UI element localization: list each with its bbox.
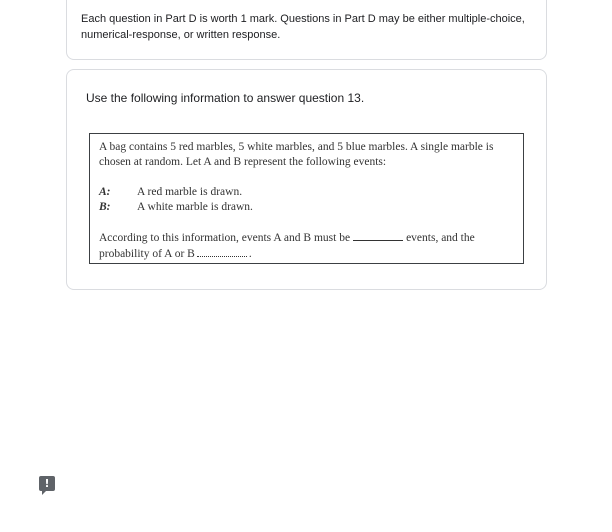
event-row-b — [99, 200, 253, 214]
event-label-b: B: — [99, 201, 111, 213]
question-text-part2: events, and the probability of A or B — [99, 232, 475, 260]
question-text — [99, 230, 514, 262]
question-text-end: . — [248, 248, 252, 260]
section-description-card — [66, 0, 547, 60]
question-card — [66, 69, 547, 290]
event-label-a: A: — [99, 186, 111, 198]
question-prompt: Use the following information to answer question 13. — [86, 91, 365, 105]
section-description: Each question in Part D is worth 1 mark. Questions in Part D may be either multiple-choice, numerical-response, or written response. — [81, 13, 525, 41]
answer-blank-1 — [353, 230, 403, 241]
info-box — [89, 133, 524, 264]
event-text-b: A white marble is drawn. — [137, 201, 253, 213]
question-text-part1: According to this information, events A and B must be — [99, 232, 351, 244]
answer-blank-2 — [197, 246, 247, 257]
event-row-a — [99, 185, 242, 199]
info-intro-text: A bag contains 5 red marbles, 5 white marbles, and 5 blue marbles. A single marble is chosen at random. Let A and B represent the following events: — [99, 141, 494, 168]
report-problem-icon[interactable]: ! — [39, 476, 55, 491]
event-text-a: A red marble is drawn. — [137, 186, 243, 198]
